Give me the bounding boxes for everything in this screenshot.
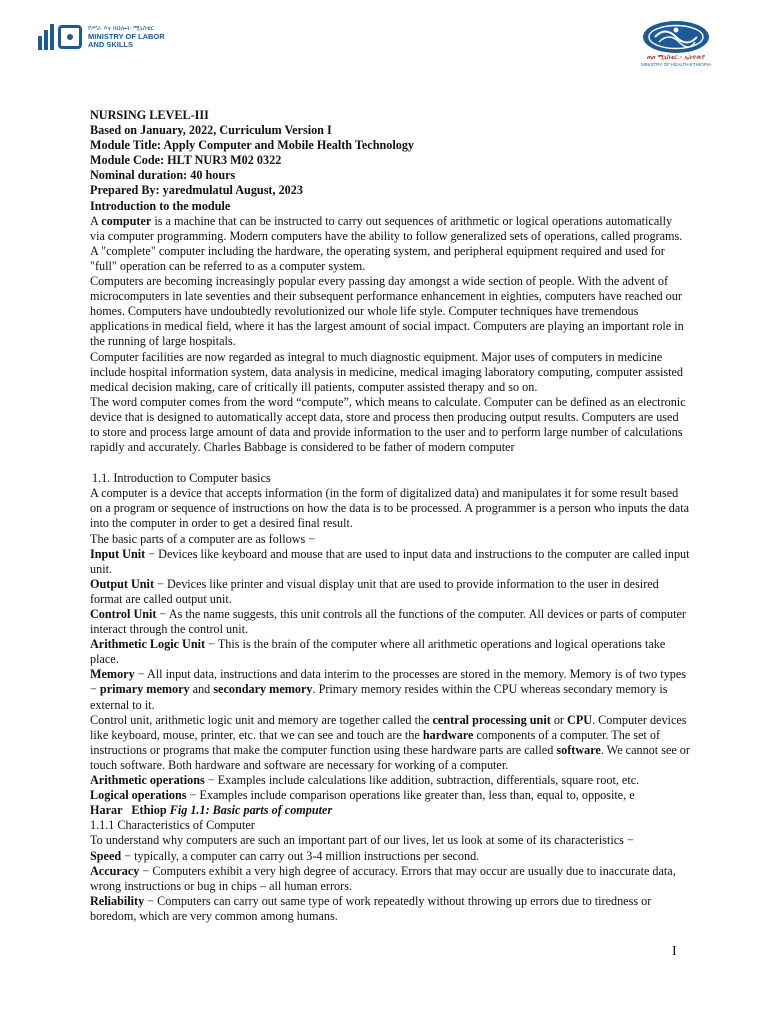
text-span: Control unit, arithmetic logic unit and memory are together called the xyxy=(90,712,433,727)
definition-text: − Devices like keyboard and mouse that are used to input data and instructions to the computer are called input unit. xyxy=(90,546,690,576)
definition-text: − This is the brain of the computer where all arithmetic operations and logical operations take place. xyxy=(90,637,666,667)
definition-text: − As the name suggests, this unit controls all the functions of the computer. All devices or parts of computer interact through the control unit. xyxy=(90,607,686,637)
moh-english-text: MINISTRY OF HEALTH-ETHIOPIA xyxy=(640,62,711,67)
logo-amharic-text: የሥራ እና ክህሎት ሚኒስቴር xyxy=(88,24,155,33)
definition-logical-operations xyxy=(90,788,690,803)
definition-text: and xyxy=(189,682,214,697)
paragraph-medical-uses: Computer facilities are now regarded as integral to much diagnostic equipment. Major uses of computers in medicine include hospital information system, data analysis in medicine, medical imaging laboratory computing, computer assisted medical decision making, care of critically ill patients, computer assisted therapy and so on. xyxy=(90,349,683,394)
paragraph-characteristics: To understand why computers are such an important part of our lives, let us look at some of its characteristics − xyxy=(90,833,634,848)
definition-text: − Examples include calculations like addition, subtraction, differentials, square root, etc. xyxy=(204,773,640,788)
logo-line2: AND SKILLS xyxy=(88,40,133,50)
document-body xyxy=(90,108,690,924)
bold-term: CPU xyxy=(567,712,593,727)
gear-icon xyxy=(58,25,82,49)
definition-text: − typically, a computer can carry out 3-4 million instructions per second. xyxy=(121,848,480,863)
definition-text: − All input data, instructions and data interim to the processes are stored in the memory. Memory is of two types − xyxy=(90,667,687,697)
module-code: Module Code: HLT NUR3 M02 0322 xyxy=(90,153,282,168)
definition-arithmetic-operations xyxy=(90,773,690,788)
bold-term: software xyxy=(556,742,601,757)
bold-term: computer xyxy=(101,213,152,228)
bold-term: primary memory xyxy=(99,682,190,697)
term: Memory xyxy=(90,667,135,682)
definition-text: − Computers exhibit a very high degree of accuracy. Errors that may occur are usually due to inaccurate data, wrong instructions or bug in chips – all human errors. xyxy=(90,863,676,893)
text-span: A xyxy=(90,213,102,228)
paragraph-popularity: Computers are becoming increasingly popular every passing day amongst a wide section of people. With the advent of microcomputers in late seventies and their subsequent performance enhancement in eighties, computers have reached our homes. Computers have undoubtedly revolutionized our whole life style. Computer techniques have tremendous applications in medical field, where it has the largest amount of social impact. Computers are playing an important role in the running of large hospitals. xyxy=(90,274,684,349)
prepared-by: Prepared By: yaredmulatul August, 2023 xyxy=(90,183,303,198)
intro-heading: Introduction to the module xyxy=(90,198,231,213)
caption-bold: Harar Ethiop xyxy=(90,803,170,818)
definition-input-unit xyxy=(90,547,690,577)
term: Control Unit xyxy=(90,607,157,621)
text-span: is a machine that can be instructed to carry out sequences of arithmetic or logical operations automatically via computer programming. Modern computers have the ability to follow generalized sets of operations, called programs. A "complete" computer including the hardware, the operating system, and peripheral equipment required and used for "full" operation can be referred to as a computer system. xyxy=(90,213,683,273)
nursing-level: NURSING LEVEL-III xyxy=(90,108,209,122)
page-number: I xyxy=(672,944,677,959)
text-span: or xyxy=(550,712,568,727)
paragraph-computer-device: A computer is a device that accepts information (in the form of digitalized data) and manipulates it for some result based on a program or sequence of instructions on how the data is to be processed. A programmer is a person who inputs the data into the computer in order to get a desired final result. xyxy=(90,486,690,531)
definition-output-unit xyxy=(90,577,690,607)
bold-term: hardware xyxy=(422,727,474,742)
nominal-duration: Nominal duration: 40 hours xyxy=(90,168,236,183)
figure-caption xyxy=(90,803,690,818)
term: Accuracy xyxy=(90,863,140,878)
definition-accuracy xyxy=(90,864,690,894)
definition-text: − Examples include comparison operations like greater than, less than, equal to, opposite, e xyxy=(186,788,635,803)
paragraph-cpu xyxy=(90,713,690,773)
text-span: . We cannot see or touch software. Both hardware and software are necessary for working of a computer. xyxy=(90,742,690,772)
definition-speed xyxy=(90,849,690,864)
module-title: Module Title: Apply Computer and Mobile Health Technology xyxy=(90,138,415,153)
ministry-health-logo xyxy=(630,20,722,67)
term: Input Unit xyxy=(90,546,146,561)
logo-bars-icon xyxy=(38,24,54,50)
definition-control-unit xyxy=(90,607,690,637)
definition-alu xyxy=(90,637,690,667)
paragraph-word-computer: The word computer comes from the word “compute”, which means to calculate. Computer can be defined as an electronic device that is designed to automatically accept data, store and process then producing output results. Computers are used to store and process large amount of data and provide information to the user and to perform large number of calculations rapidly and accurately. Charles Babbage is considered to be father of modern computer xyxy=(90,394,686,455)
term: Reliability xyxy=(90,893,145,908)
definition-text: − Computers can carry out same type of work repeatedly without throwing up errors due to tiredness or boredom, which are very common among humans. xyxy=(90,893,652,923)
paragraph-basic-parts: The basic parts of a computer are as follows − xyxy=(90,531,316,546)
text-span: components of a computer. The set of instructions or programs that make the computer function using these hardware parts are called xyxy=(90,727,661,757)
bold-term: secondary memory xyxy=(213,682,313,697)
definition-text: . Primary memory resides within the CPU whereas secondary memory is external to it. xyxy=(90,682,668,712)
logo-line1: MINISTRY OF LABOR xyxy=(88,31,165,41)
curriculum-version: Based on January, 2022, Curriculum Version I xyxy=(90,123,332,138)
moh-emblem-icon xyxy=(641,20,711,54)
section-heading-1-1-1: 1.1.1 Characteristics of Computer xyxy=(90,818,255,833)
definition-reliability xyxy=(90,894,690,924)
bold-term: central processing unit xyxy=(432,712,551,727)
section-heading-1-1: 1.1. Introduction to Computer basics xyxy=(92,471,271,486)
term: Arithmetic operations xyxy=(90,773,205,788)
ministry-labor-skills-logo xyxy=(38,24,165,50)
paragraph-computer-definition xyxy=(90,214,690,274)
logo-text xyxy=(88,24,165,50)
text-span: . Computer devices like keyboard, mouse, printer, etc. that we can see and touch are the xyxy=(90,712,687,742)
definition-text: − Devices like printer and visual display unit that are used to provide information to the user in desired format are called output unit. xyxy=(90,576,659,606)
term: Speed xyxy=(90,848,122,863)
term: Output Unit xyxy=(90,576,155,591)
caption-italic: Fig 1.1: Basic parts of computer xyxy=(169,803,333,818)
definition-memory xyxy=(90,667,690,712)
moh-amharic-text: ጤና ሚኒስቴር - ኢትዮጵያ xyxy=(646,54,706,61)
term: Logical operations xyxy=(90,788,187,803)
term: Arithmetic Logic Unit xyxy=(90,637,206,652)
